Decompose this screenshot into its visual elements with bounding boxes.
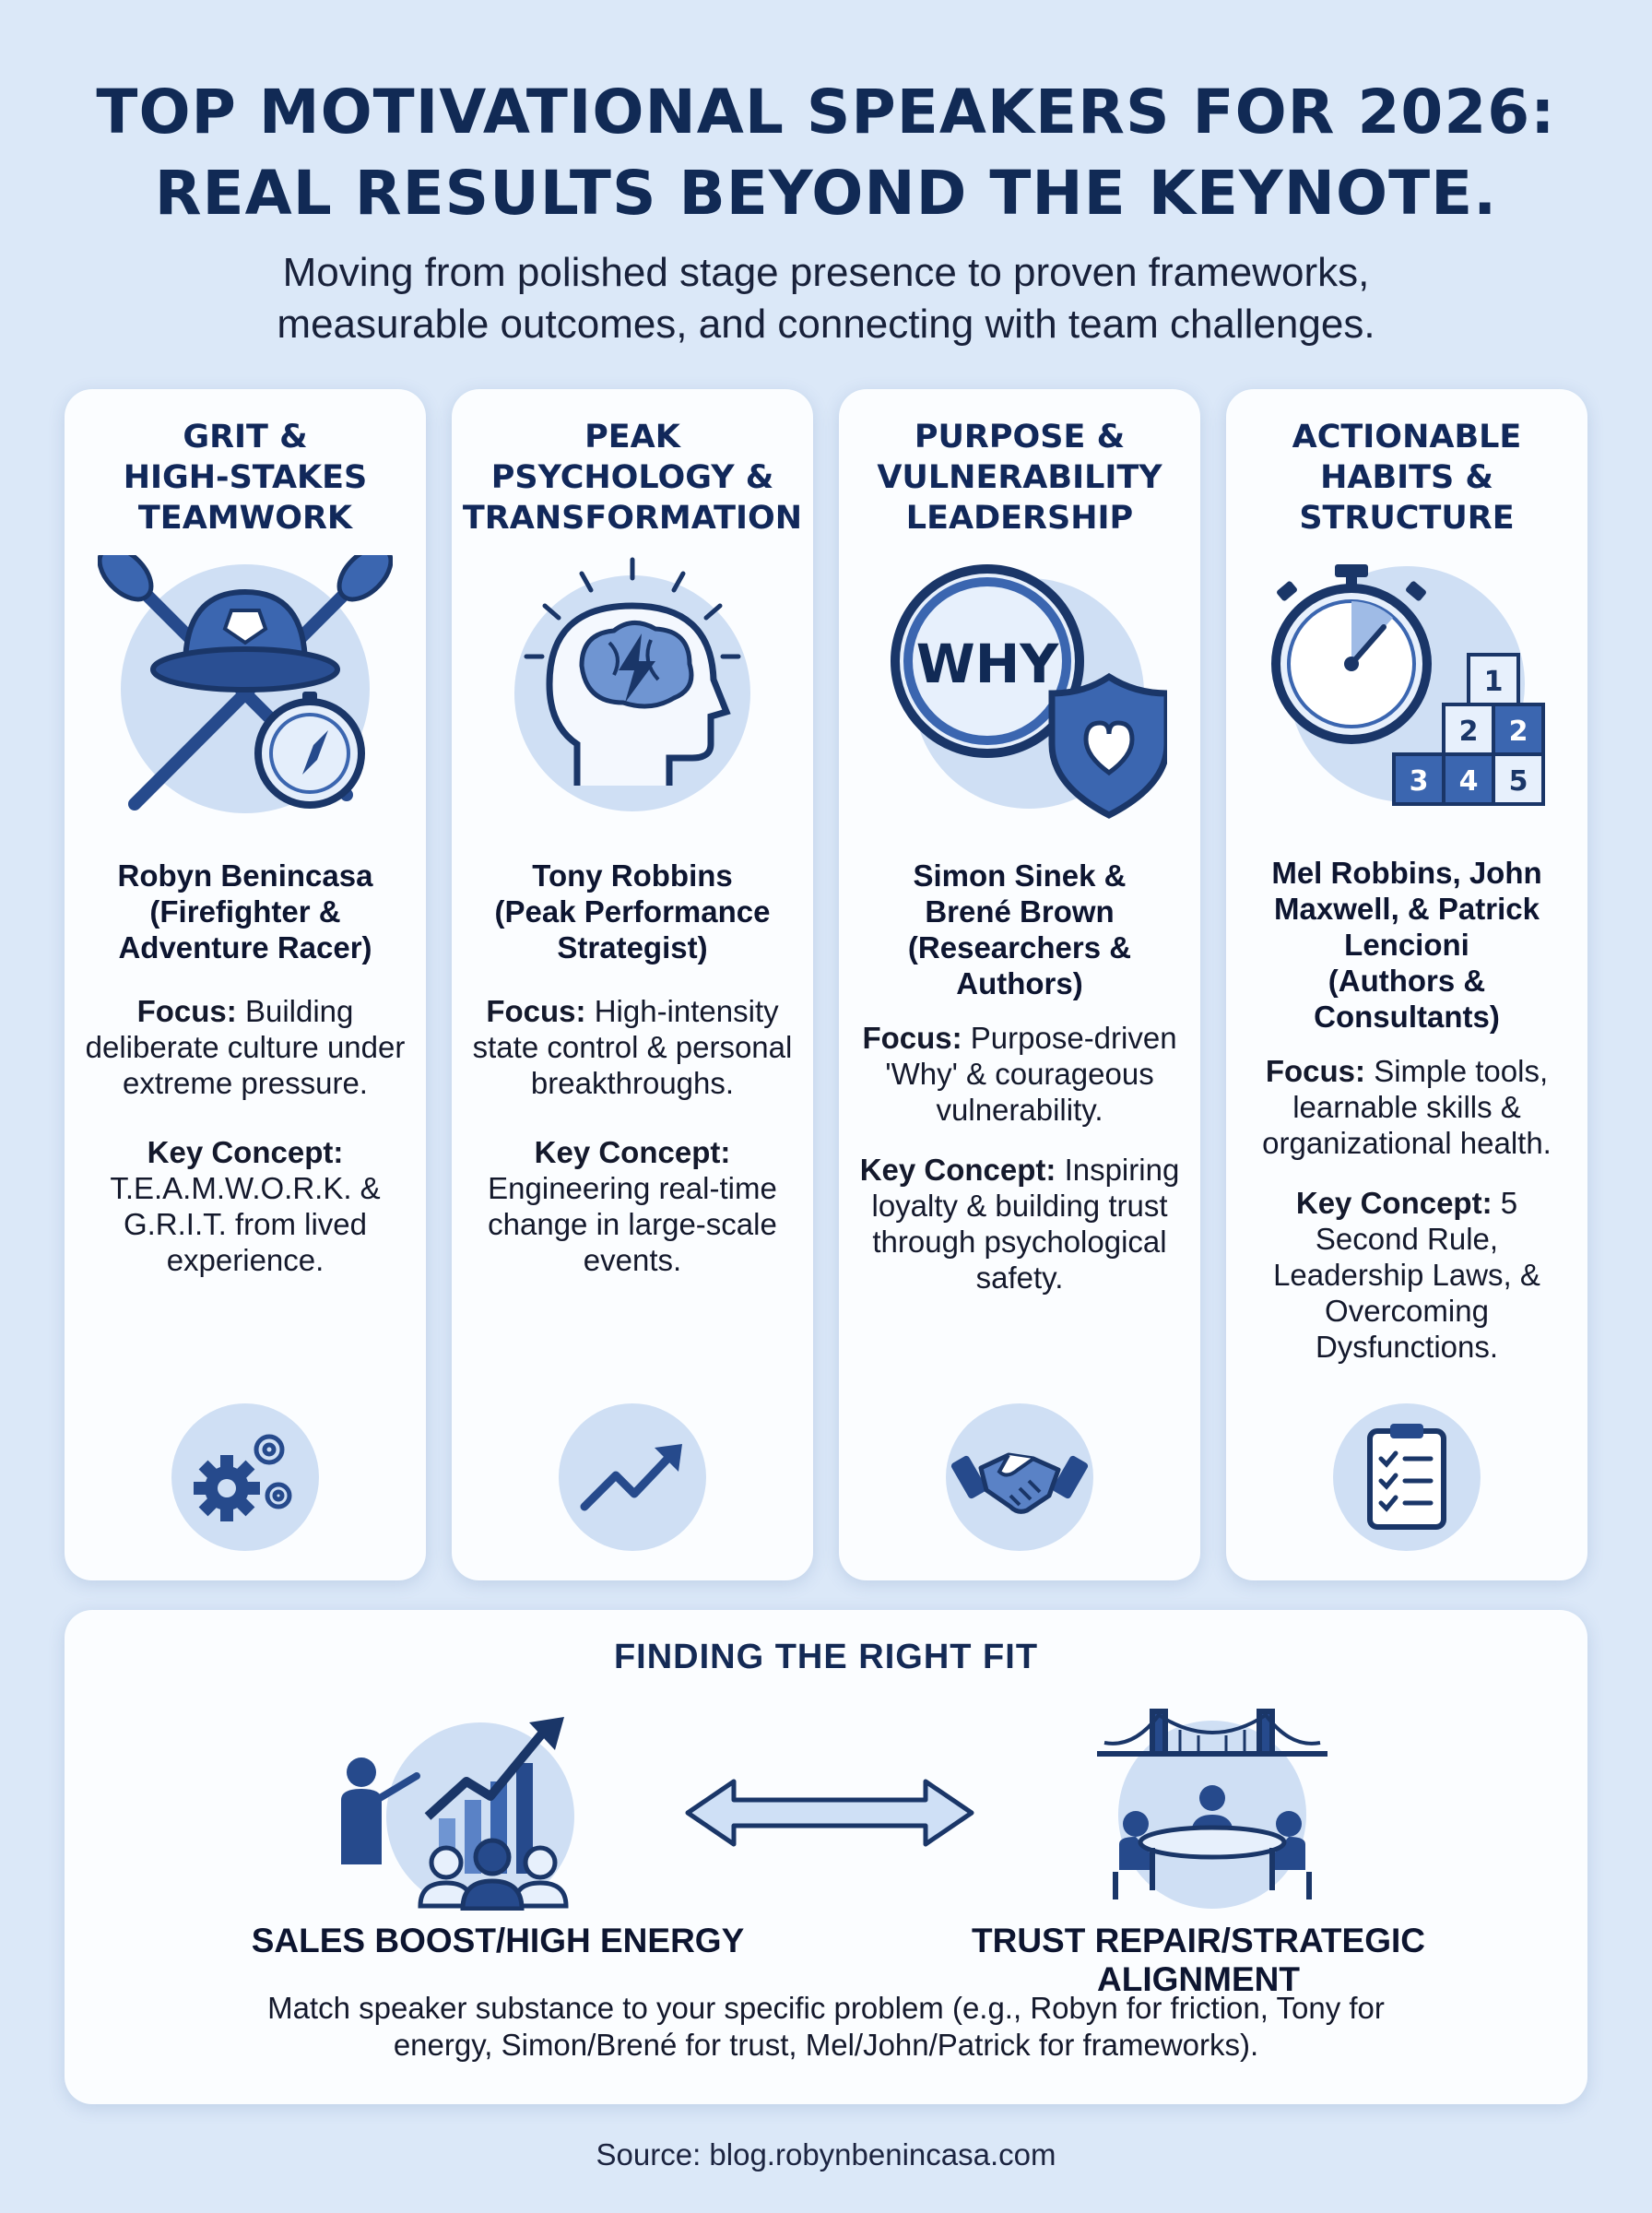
focus-value: Purpose-driven 'Why' & courageous vulnerability. — [885, 1021, 1177, 1127]
key-concept-label: Key Concept: — [147, 1135, 344, 1169]
key-concept-value: Inspiring loyalty & building trust through psychological safety. — [871, 1153, 1180, 1295]
name-line: (Peak Performance — [494, 894, 771, 929]
title-line-2: REAL RESULTS BEYOND THE KEYNOTE. — [154, 158, 1498, 229]
speaker-name — [470, 858, 795, 965]
name-line: Authors) — [956, 966, 1083, 1000]
firefighter-helmet-oars-compass-icon — [98, 555, 393, 822]
name-line: Adventure Racer) — [118, 930, 372, 964]
card-text — [857, 858, 1182, 1296]
key-concept-value: T.E.A.M.W.O.R.K. & G.R.I.T. from lived experience. — [110, 1171, 381, 1277]
block-label: 2 — [1458, 716, 1479, 748]
name-line: (Authors & — [1328, 964, 1486, 998]
why-circle-heart-shield-icon — [872, 555, 1167, 822]
block-label: 5 — [1508, 765, 1528, 798]
heading-line: PURPOSE & — [914, 419, 1126, 456]
name-line: (Researchers & — [907, 930, 1132, 964]
why-text: WHY — [915, 633, 1059, 695]
heading-line: HIGH-STAKES — [123, 459, 368, 496]
subtitle-line-2: measurable outcomes, and connecting with team challenges. — [277, 302, 1375, 347]
focus-label: Focus: — [1265, 1054, 1366, 1088]
heading-line: PSYCHOLOGY & — [490, 459, 774, 496]
heading-line: TRANSFORMATION — [462, 500, 803, 537]
handshake-icon — [946, 1403, 1093, 1551]
focus-value: High-intensity state control & personal breakthroughs. — [472, 994, 793, 1100]
heading-line: GRIT & — [183, 419, 308, 456]
page-subtitle — [0, 247, 1652, 350]
page-title — [0, 72, 1652, 234]
key-concept-text — [470, 1134, 795, 1278]
heading-line: TEAMWORK — [137, 500, 353, 537]
card-purpose-vulnerability — [839, 389, 1200, 1580]
fit-left-label: SALES BOOST/HIGH ENERGY — [251, 1922, 745, 1959]
name-line: Tony Robbins — [532, 858, 733, 893]
trend-arrow-icon — [559, 1403, 706, 1551]
card-grit-teamwork — [65, 389, 426, 1580]
fit-right-label: TRUST REPAIR/STRATEGIC ALIGNMENT — [972, 1922, 1425, 1998]
focus-text — [857, 1020, 1182, 1128]
name-line: Strategist) — [557, 930, 708, 964]
heading-line: HABITS & — [1320, 459, 1493, 496]
focus-text — [83, 993, 407, 1101]
focus-label: Focus: — [136, 994, 237, 1028]
note-line: energy, Simon/Brené for trust, Mel/John/Patrick for frameworks). — [393, 2028, 1259, 2062]
note-line: Match speaker substance to your specific problem (e.g., Robyn for friction, Tony for — [267, 1991, 1385, 2025]
block-label: 4 — [1458, 765, 1479, 798]
card-heading — [65, 417, 426, 538]
heading-line: LEADERSHIP — [905, 500, 1134, 537]
card-actionable-habits — [1226, 389, 1587, 1580]
name-line: Brené Brown — [925, 894, 1115, 929]
name-line: Maxwell, & Patrick — [1274, 892, 1540, 926]
key-concept-text — [857, 1152, 1182, 1296]
title-line-1: TOP MOTIVATIONAL SPEAKERS FOR 2026: — [96, 77, 1556, 148]
clipboard-checklist-icon — [1333, 1403, 1481, 1551]
finding-fit-panel — [65, 1610, 1587, 2104]
key-concept-text — [1245, 1185, 1569, 1365]
card-heading — [839, 417, 1200, 538]
speaker-name — [83, 858, 407, 965]
subtitle-line-1: Moving from polished stage presence to proven frameworks, — [282, 250, 1370, 295]
bridge-meeting-table-icon — [1079, 1706, 1346, 1909]
name-line: Robyn Benincasa — [117, 858, 373, 893]
focus-value: Building deliberate culture under extreme pressure. — [85, 994, 406, 1100]
heading-line: VULNERABILITY — [877, 459, 1162, 496]
heading-line: STRUCTURE — [1299, 500, 1515, 537]
key-concept-value: 5 Second Rule, Leadership Laws, & Overcoming Dysfunctions. — [1273, 1186, 1540, 1364]
card-text — [83, 858, 407, 1278]
block-label: 2 — [1508, 716, 1528, 748]
source-credit: Source: blog.robynbenincasa.com — [596, 2137, 1056, 2172]
focus-text — [470, 993, 795, 1101]
head-brain-lightning-icon — [485, 555, 780, 822]
heading-line: PEAK — [584, 419, 680, 456]
name-line: Consultants) — [1314, 1000, 1500, 1034]
card-text — [470, 858, 795, 1278]
presenter-audience-chart-icon — [328, 1708, 623, 1911]
speaker-name — [857, 858, 1182, 1001]
card-heading — [452, 417, 813, 538]
focus-text — [1245, 1053, 1569, 1161]
key-concept-text — [83, 1134, 407, 1278]
card-peak-psychology — [452, 389, 813, 1580]
name-line: (Firefighter & — [149, 894, 341, 929]
key-concept-label: Key Concept: — [859, 1153, 1056, 1187]
focus-value: Simple tools, learnable skills & organizational health. — [1262, 1054, 1552, 1160]
name-line: Lencioni — [1344, 928, 1469, 962]
block-label: 1 — [1483, 666, 1504, 698]
key-concept-label: Key Concept: — [1295, 1186, 1493, 1220]
fit-title: FINDING THE RIGHT FIT — [613, 1638, 1039, 1676]
fit-note — [175, 1990, 1477, 2064]
key-concept-value: Engineering real-time change in large-scale events. — [488, 1171, 777, 1277]
focus-label: Focus: — [862, 1021, 962, 1055]
focus-label: Focus: — [486, 994, 586, 1028]
gears-icon — [171, 1403, 319, 1551]
card-text — [1245, 855, 1569, 1365]
name-line: Mel Robbins, John — [1271, 856, 1542, 890]
heading-line: ACTIONABLE — [1292, 419, 1522, 456]
double-arrow-icon — [682, 1776, 977, 1850]
stopwatch-numbered-blocks-icon — [1259, 555, 1554, 822]
block-label: 3 — [1409, 765, 1429, 798]
key-concept-label: Key Concept: — [534, 1135, 731, 1169]
speaker-name — [1245, 855, 1569, 1035]
name-line: Simon Sinek & — [913, 858, 1127, 893]
card-heading — [1226, 417, 1587, 538]
